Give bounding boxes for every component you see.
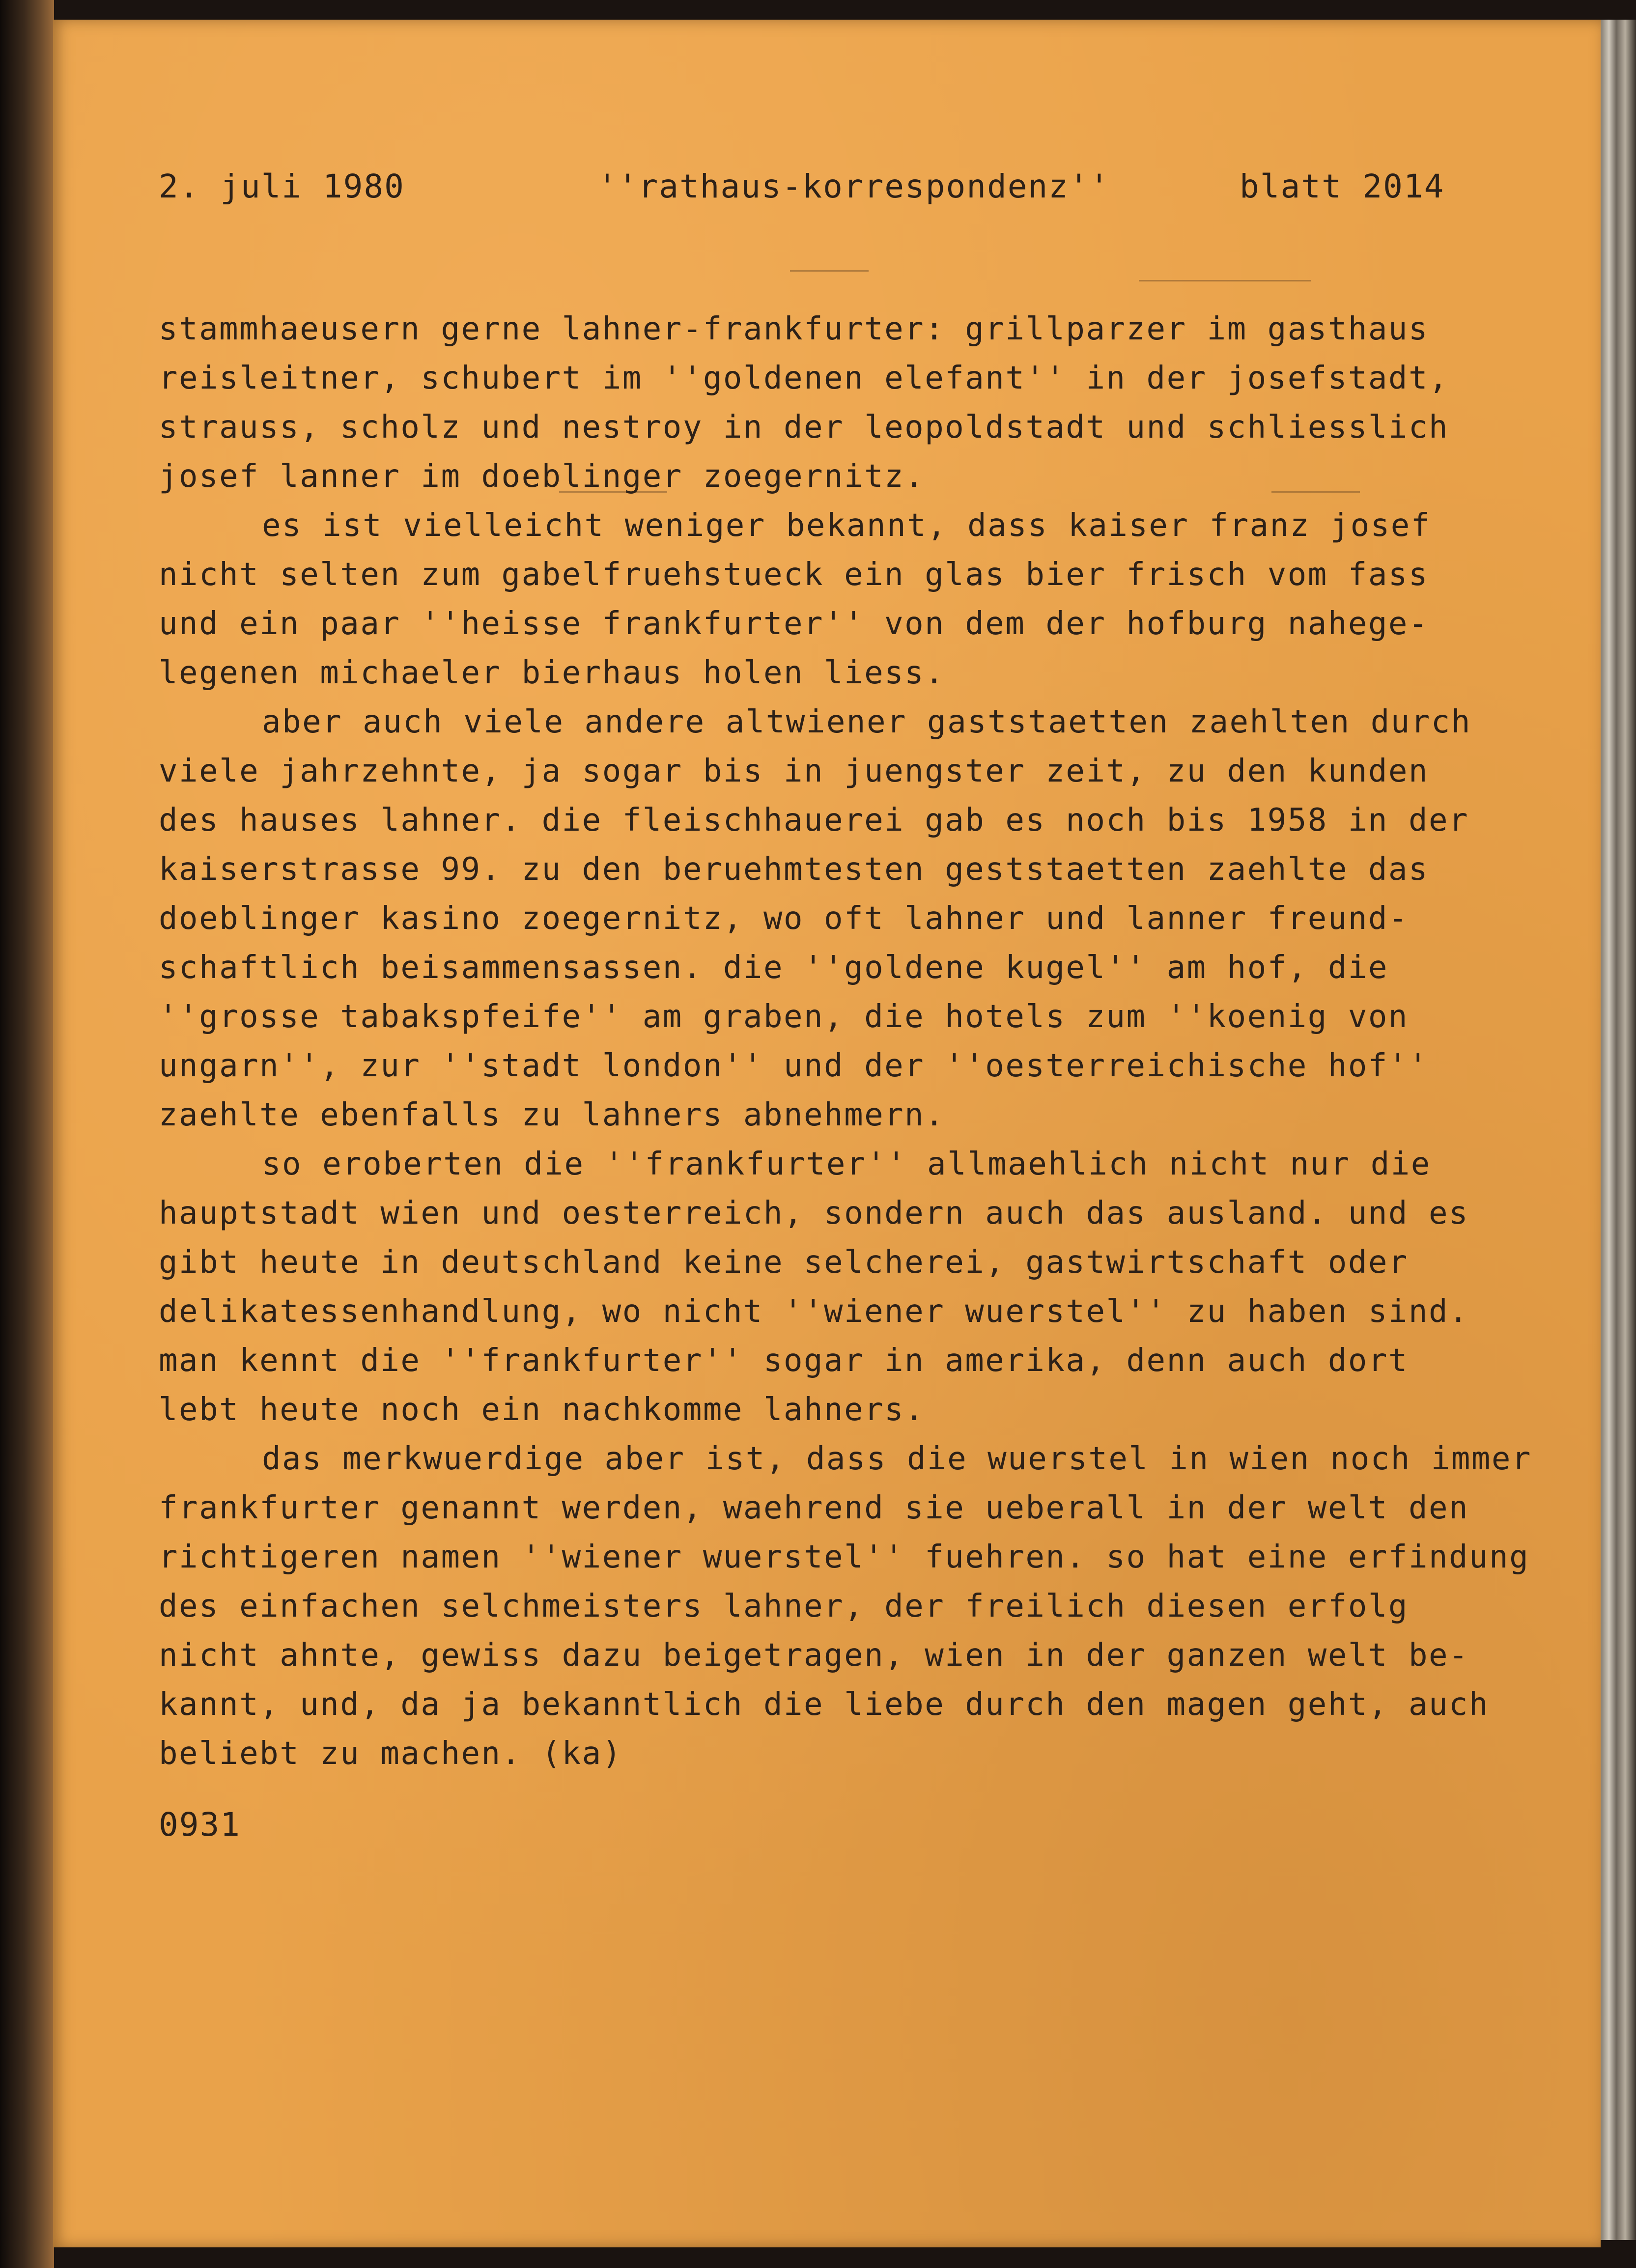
text-line: nicht selten zum gabelfruehstueck ein glas bier frisch vom fass — [159, 557, 1429, 593]
text-line: doeblinger kasino zoegernitz, wo oft lahner und lanner freund- — [159, 900, 1409, 937]
text-line: richtigeren namen ''wiener wuerstel'' fuehren. so hat eine erfindung — [159, 1539, 1530, 1575]
text-line: kannt, und, da ja bekanntlich die liebe durch den magen geht, auch — [159, 1686, 1490, 1723]
document-page — [53, 20, 1601, 2247]
binding-spine — [0, 0, 54, 2268]
text-line: reisleitner, schubert im ''goldenen elefant'' in der josefstadt, — [159, 360, 1449, 396]
text-line: frankfurter genannt werden, waehrend sie ueberall in der welt den — [159, 1490, 1469, 1526]
text-line: ''grosse tabakspfeife'' am graben, die hotels zum ''koenig von — [159, 999, 1409, 1035]
text-line: josef lanner im doeblinger zoegernitz. — [159, 458, 925, 495]
bleed-mark — [790, 270, 869, 272]
text-line: delikatessenhandlung, wo nicht ''wiener wuerstel'' zu haben sind. — [159, 1293, 1469, 1330]
header-publication: ''rathaus-korrespondenz'' — [597, 168, 1110, 205]
header-sheet-number: blatt 2014 — [1240, 168, 1445, 205]
text-line: gibt heute in deutschland keine selcherei, gastwirtschaft oder — [159, 1244, 1409, 1281]
text-line: so eroberten die ''frankfurter'' allmaehlich nicht nur die — [262, 1146, 1431, 1182]
header-date: 2. juli 1980 — [159, 168, 405, 205]
text-line: lebt heute noch ein nachkomme lahners. — [159, 1392, 925, 1428]
text-line: es ist vielleicht weniger bekannt, dass kaiser franz josef — [262, 507, 1431, 544]
text-line: schaftlich beisammensassen. die ''goldene kugel'' am hof, die — [159, 950, 1388, 986]
text-line: legenen michaeler bierhaus holen liess. — [159, 655, 945, 691]
text-line: viele jahrzehnte, ja sogar bis in juengster zeit, zu den kunden — [159, 753, 1429, 789]
text-line: nicht ahnte, gewiss dazu beigetragen, wien in der ganzen welt be- — [159, 1637, 1469, 1674]
text-line: das merkwuerdige aber ist, dass die wuerstel in wien noch immer — [262, 1441, 1532, 1477]
text-line: kaiserstrasse 99. zu den beruehmtesten geststaetten zaehlte das — [159, 851, 1429, 888]
text-line: beliebt zu machen. (ka) — [159, 1736, 622, 1772]
text-line: des hauses lahner. die fleischhauerei gab es noch bis 1958 in der — [159, 802, 1469, 839]
text-line: man kennt die ''frankfurter'' sogar in amerika, denn auch dort — [159, 1343, 1409, 1379]
text-line: des einfachen selchmeisters lahner, der freilich diesen erfolg — [159, 1588, 1409, 1624]
footer-code: 0931 — [159, 1806, 241, 1844]
page-header — [53, 162, 1601, 216]
text-line: und ein paar ''heisse frankfurter'' von dem der hofburg nahege- — [159, 606, 1429, 642]
text-line: strauss, scholz und nestroy in der leopoldstadt und schliesslich — [159, 409, 1449, 446]
text-line: stammhaeusern gerne lahner-frankfurter: grillparzer im gasthaus — [159, 311, 1429, 347]
bleed-mark — [1139, 280, 1311, 281]
article-body — [159, 305, 1583, 1778]
text-line: zaehlte ebenfalls zu lahners abnehmern. — [159, 1097, 945, 1133]
text-line: ungarn'', zur ''stadt london'' und der ''oesterreichische hof'' — [159, 1048, 1429, 1084]
text-line: hauptstadt wien und oesterreich, sondern auch das ausland. und es — [159, 1195, 1469, 1232]
text-line: aber auch viele andere altwiener gaststaetten zaehlten durch — [262, 704, 1471, 740]
